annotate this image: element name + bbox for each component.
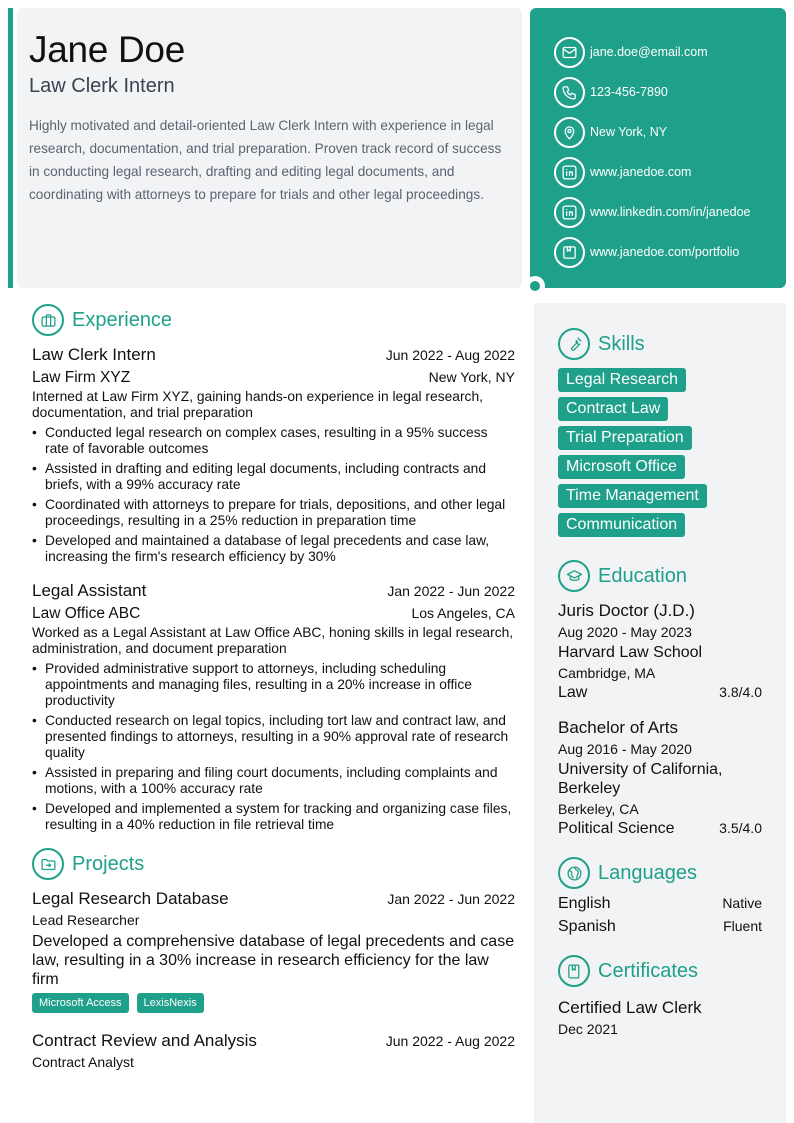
school: University of California, Berkeley: [558, 761, 723, 797]
job-bullets: [32, 661, 515, 833]
linkedin-icon: [554, 157, 585, 188]
certificates-header: [558, 954, 762, 988]
languages-list: [558, 895, 762, 936]
job-bullet: • Assisted in preparing and filing court documents, including complaints and motions, with a 100% accuracy rate: [32, 765, 515, 797]
job-bullets: [32, 425, 515, 565]
contact-location: [530, 112, 786, 152]
job-description: Interned at Law Firm XYZ, gaining hands-on experience in legal research, documentation, and trial preparation: [32, 389, 483, 420]
job-location: Los Angeles, CA: [411, 605, 515, 621]
certificate-date: Dec 2021: [558, 1021, 618, 1037]
language-name: Spanish: [558, 918, 616, 935]
field-of-study: Political Science: [558, 820, 675, 837]
folder-icon: [32, 848, 64, 880]
language-level: Native: [722, 895, 762, 911]
language-item: [558, 895, 762, 913]
project-tag: LexisNexis: [137, 993, 204, 1013]
certificate-icon: [558, 955, 590, 987]
header-accent-bar: [8, 8, 13, 288]
company-name: Law Office ABC: [32, 605, 141, 622]
experience-entry: [32, 345, 515, 565]
certificate-entry: [558, 998, 762, 1037]
experience-title: Experience: [72, 308, 173, 331]
candidate-name: Jane Doe: [29, 29, 185, 70]
gpa: 3.8/4.0: [719, 684, 762, 700]
contact-portfolio-text: www.janedoe.com/portfolio: [590, 245, 740, 259]
decorative-dot: [525, 276, 545, 296]
main-column: [32, 303, 515, 1070]
phone-icon: [554, 77, 585, 108]
experience-header: [32, 303, 515, 337]
projects-title: Projects: [72, 852, 145, 875]
skill-tag: Communication: [558, 513, 685, 537]
map-pin-icon: [554, 117, 585, 148]
contact-website[interactable]: [530, 152, 786, 192]
sidebar: [534, 303, 786, 1123]
job-bullet: • Provided administrative support to attorneys, including scheduling appointments and managing files, resulting in a 20% increase in office productivity: [32, 661, 515, 709]
project-title: Legal Research Database: [32, 889, 229, 908]
job-description: Worked as a Legal Assistant at Law Office ABC, honing skills in legal research, administration, and document preparation: [32, 625, 514, 656]
project-tag: Microsoft Access: [32, 993, 129, 1013]
candidate-role: Law Clerk Intern: [29, 74, 175, 97]
summary: Highly motivated and detail-oriented Law Clerk Intern with experience in legal research, documentation, and trial preparation. Proven track record of success in conducting legal research, drafting and editing legal documents, and coordinating with attorneys to prepare for trials and other legal proceedings.: [29, 117, 502, 202]
education-title: Education: [598, 564, 687, 587]
contact-phone-text: 123-456-7890: [590, 85, 668, 99]
job-dates: Jun 2022 - Aug 2022: [385, 347, 515, 363]
contact-phone[interactable]: [530, 72, 786, 112]
skills-list: [558, 368, 762, 537]
projects-header: [32, 847, 515, 881]
job-bullet: • Assisted in drafting and editing legal documents, including contracts and briefs, with a 99% accuracy rate: [32, 461, 515, 493]
contact-linkedin-text: www.linkedin.com/in/janedoe: [590, 205, 751, 219]
experience-entry: [32, 581, 515, 833]
language-level: Fluent: [723, 918, 762, 934]
degree: Juris Doctor (J.D.): [558, 601, 695, 620]
project-entry: [32, 1031, 515, 1070]
school: Harvard Law School: [558, 644, 703, 661]
mail-icon: [554, 37, 585, 68]
project-tags: [32, 993, 515, 1013]
job-bullet: • Developed and maintained a database of legal precedents and case law, increasing the firm's research efficiency by 30%: [32, 533, 515, 565]
education-entry: [558, 601, 762, 702]
portfolio-icon: [554, 237, 585, 268]
wrench-icon: [558, 328, 590, 360]
job-bullet: • Conducted research on legal topics, including tort law and contract law, and presented findings to attorneys, resulting in a 90% approval rate of research quality: [32, 713, 515, 761]
project-title: Contract Review and Analysis: [32, 1031, 257, 1050]
graduation-cap-icon: [558, 560, 590, 592]
job-bullet: • Conducted legal research on complex cases, resulting in a 95% success rate of favorable outcomes: [32, 425, 515, 457]
education-header: [558, 559, 762, 593]
project-dates: Jan 2022 - Jun 2022: [387, 891, 515, 907]
skill-tag: Trial Preparation: [558, 426, 692, 450]
language-name: English: [558, 895, 611, 912]
project-role: Contract Analyst: [32, 1054, 134, 1070]
job-dates: Jan 2022 - Jun 2022: [387, 583, 515, 599]
job-location: New York, NY: [428, 369, 515, 385]
certificates-title: Certificates: [598, 959, 699, 982]
skills-title: Skills: [598, 332, 645, 355]
skill-tag: Legal Research: [558, 368, 686, 392]
project-role: Lead Researcher: [32, 912, 140, 928]
contact-location-text: New York, NY: [590, 125, 668, 139]
briefcase-icon: [32, 304, 64, 336]
job-bullet: • Coordinated with attorneys to prepare for trials, depositions, and other legal proceedings, resulting in a 25% reduction in preparation time: [32, 497, 515, 529]
contact-email[interactable]: [530, 32, 786, 72]
skill-tag: Contract Law: [558, 397, 668, 421]
language-item: [558, 918, 762, 936]
company-name: Law Firm XYZ: [32, 369, 131, 386]
contact-portfolio[interactable]: [530, 232, 786, 272]
project-entry: [32, 889, 515, 1013]
linkedin-icon: [554, 197, 585, 228]
skill-tag: Time Management: [558, 484, 707, 508]
skills-header: [558, 327, 762, 361]
contact-website-text: www.janedoe.com: [590, 165, 692, 179]
edu-location: Cambridge, MA: [558, 665, 656, 681]
globe-icon: [558, 857, 590, 889]
edu-dates: Aug 2020 - May 2023: [558, 624, 692, 640]
edu-location: Berkeley, CA: [558, 801, 639, 817]
contact-panel: [530, 8, 786, 288]
gpa: 3.5/4.0: [719, 820, 762, 836]
certificate-name: Certified Law Clerk: [558, 998, 702, 1017]
header-panel: [17, 8, 522, 288]
job-title: Legal Assistant: [32, 581, 147, 600]
languages-header: [558, 856, 762, 890]
degree: Bachelor of Arts: [558, 718, 679, 737]
project-dates: Jun 2022 - Aug 2022: [385, 1033, 515, 1049]
job-title: Law Clerk Intern: [32, 345, 156, 364]
job-bullet: • Developed and implemented a system for tracking and organizing case files, resulting in a 40% reduction in file retrieval time: [32, 801, 515, 833]
contact-linkedin[interactable]: [530, 192, 786, 232]
project-description: Developed a comprehensive database of legal precedents and case law, resulting in a 30% increase in research efficiency for the law firm: [32, 933, 515, 988]
skill-tag: Microsoft Office: [558, 455, 685, 479]
edu-dates: Aug 2016 - May 2020: [558, 741, 692, 757]
field-of-study: Law: [558, 684, 588, 701]
contact-email-text: jane.doe@email.com: [590, 45, 708, 59]
education-entry: [558, 718, 762, 838]
languages-title: Languages: [598, 861, 697, 884]
